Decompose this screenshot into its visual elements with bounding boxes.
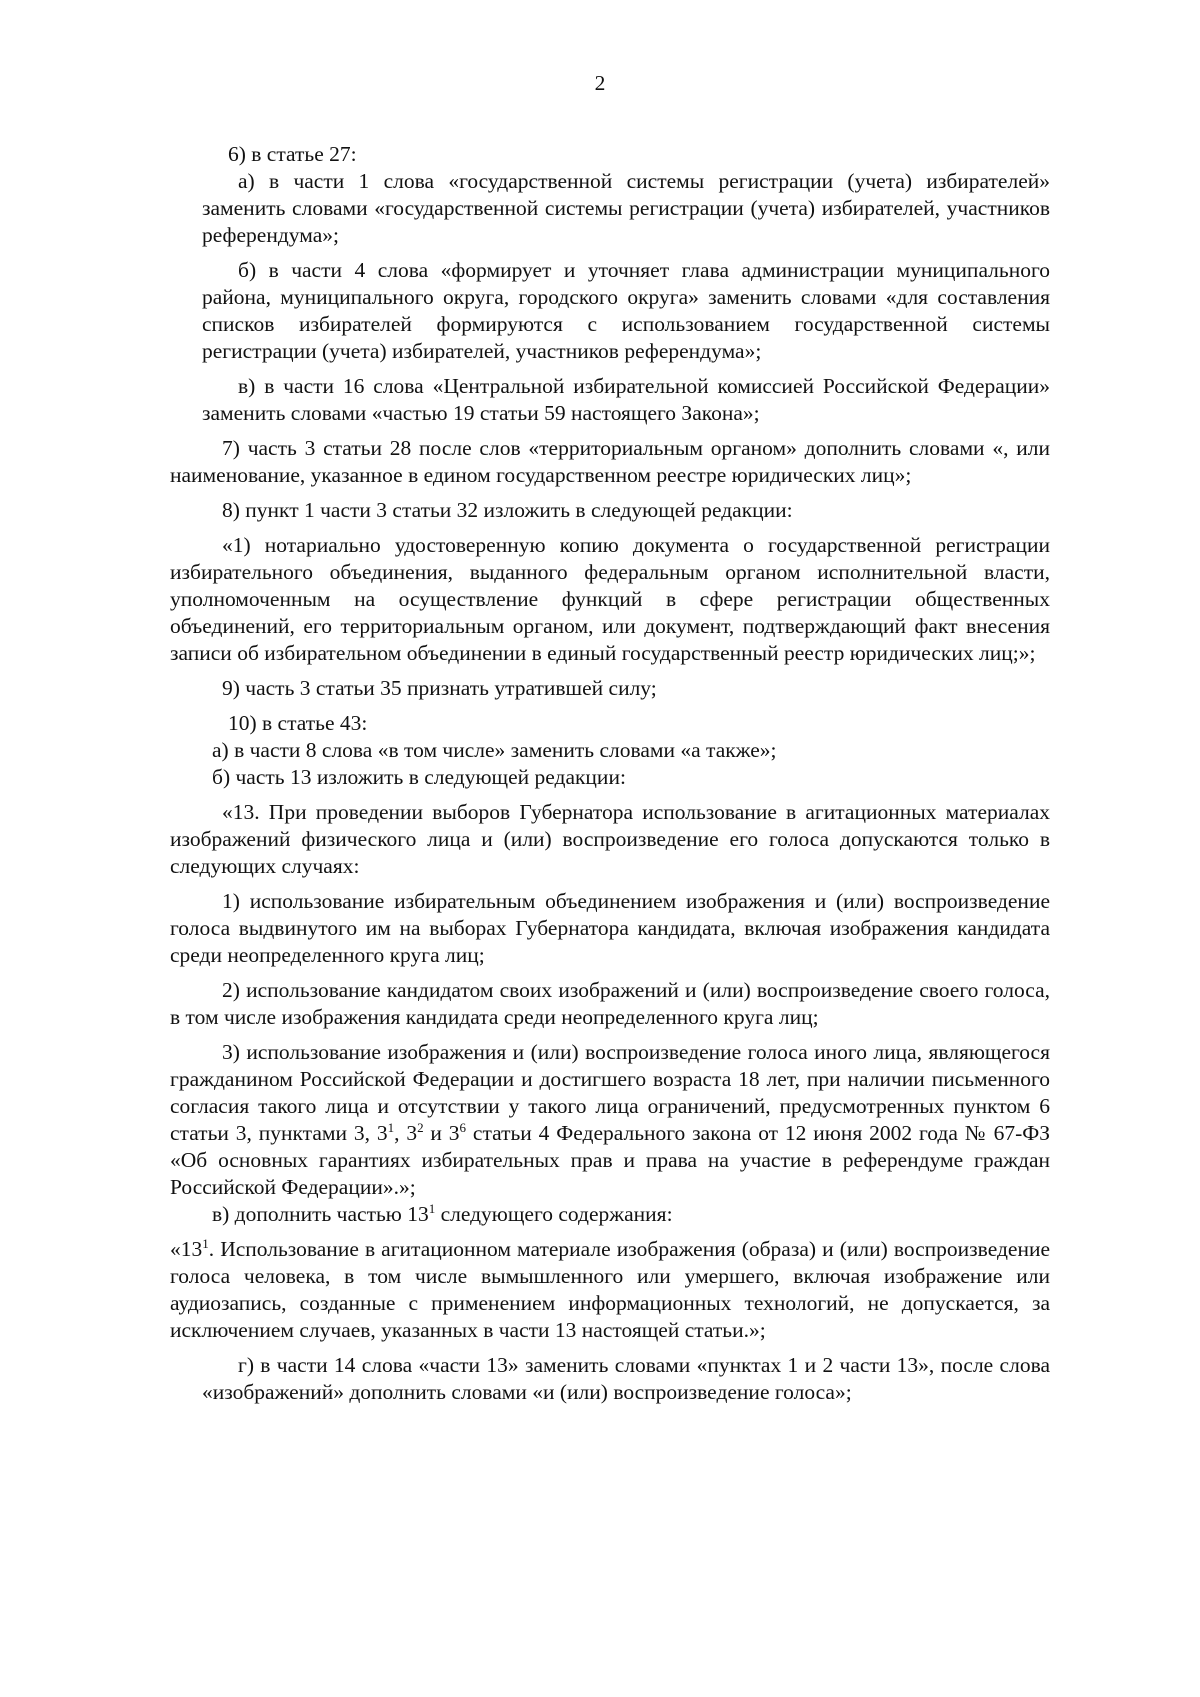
paragraph-10v xyxy=(170,1201,1050,1228)
paragraph-item-8: 8) пункт 1 части 3 статьи 32 изложить в следующей редакции: xyxy=(222,498,793,522)
paragraph-item-10: 10) в статье 43: xyxy=(228,711,368,735)
text-run: статьи 4 Федерального закона от 12 июня 2002 года № 67-ФЗ «Об основных гарантиях избирательных прав и права на участие в референдуме граждан Российской Федерации».»; xyxy=(170,1121,1050,1199)
superscript: 2 xyxy=(417,1120,424,1135)
text-run: следующего содержания: xyxy=(435,1202,673,1226)
paragraph-8-quote: «1) нотариально удостоверенную копию документа о государственной регистрации избирательного объединения, выданного федеральным органом исполнительной власти, уполномоченным на осуществление функций в сфере регистрации общественных объединений, его территориальным органом, или документ, подтверждающий факт внесения записи об избирательном объединении в единый государственный реестр юридических лиц;»; xyxy=(170,533,1050,665)
text-run: в) дополнить частью 13 xyxy=(212,1202,429,1226)
paragraph-part-13: «13. При проведении выборов Губернатора использование в агитационных материалах изображений физического лица и (или) воспроизведение его голоса допускаются только в следующих случаях: xyxy=(170,800,1050,878)
paragraph-10a: а) в части 8 слова «в том числе» заменить словами «а также»; xyxy=(212,738,777,762)
page-number: 2 xyxy=(594,71,606,95)
paragraph-item-6: 6) в статье 27: xyxy=(228,142,357,166)
paragraph-6a: а) в части 1 слова «государственной системы регистрации (учета) избирателей» заменить словами «государственной системы регистрации (учета) избирателей, участников референдума»; xyxy=(202,169,1050,247)
text-run: «13 xyxy=(170,1237,203,1261)
paragraph-part-13-case-1: 1) использование избирательным объединением изображения и (или) воспроизведение голоса выдвинутого им на выборах Губернатора кандидата, включая изображения кандидата среди неопределенного круга лиц; xyxy=(170,889,1050,967)
paragraph-item-9: 9) часть 3 статьи 35 признать утратившей силу; xyxy=(222,676,657,700)
paragraph-part-13-case-3 xyxy=(170,1039,1050,1201)
document-body xyxy=(170,141,1050,1406)
superscript: 1 xyxy=(202,1236,209,1251)
superscript: 6 xyxy=(459,1120,467,1135)
superscript: 1 xyxy=(387,1120,395,1135)
text-run: . Использование в агитационном материале изображения (образа) и (или) воспроизведение голоса человека, в том числе вымышленного или умершего, включая изображение или аудиозапись, созданные с применением информационных технологий, не допускается, за исключением случаев, указанных в части 13 настоящей статьи.»; xyxy=(170,1237,1050,1342)
paragraph-10g: г) в части 14 слова «части 13» заменить словами «пунктах 1 и 2 части 13», после слова «изображений» дополнить словами «и (или) воспроизведение голоса»; xyxy=(202,1353,1050,1404)
text-run: и 3 xyxy=(423,1121,460,1145)
paragraph-10b: б) часть 13 изложить в следующей редакции: xyxy=(212,765,626,789)
paragraph-part-13-1 xyxy=(170,1236,1050,1344)
paragraph-part-13-case-2: 2) использование кандидатом своих изображений и (или) воспроизведение своего голоса, в том числе изображения кандидата среди неопределенного круга лиц; xyxy=(170,978,1050,1029)
paragraph-6b: б) в части 4 слова «формирует и уточняет глава администрации муниципального района, муниципального округа, городского округа» заменить словами «для составления списков избирателей формируются с использованием государственной системы регистрации (учета) избирателей, участников референдума»; xyxy=(202,258,1050,363)
paragraph-item-7: 7) часть 3 статьи 28 после слов «территориальным органом» дополнить словами «, или наименование, указанное в едином государственном реестре юридических лиц»; xyxy=(170,436,1050,487)
paragraph-6v: в) в части 16 слова «Центральной избирательной комиссией Российской Федерации» заменить словами «частью 19 статьи 59 настоящего Закона»; xyxy=(202,374,1050,425)
superscript: 1 xyxy=(428,1201,436,1216)
text-run: 3) использование изображения и (или) воспроизведение голоса иного лица, являющегося гражданином Российской Федерации и достигшего возраста 18 лет, при наличии письменного согласия такого лица и отсутствии у такого лица ограничений, предусмотренных пунктом 6 статьи 3, пунктами 3, 3 xyxy=(170,1040,1050,1145)
text-run: , 3 xyxy=(394,1121,418,1145)
